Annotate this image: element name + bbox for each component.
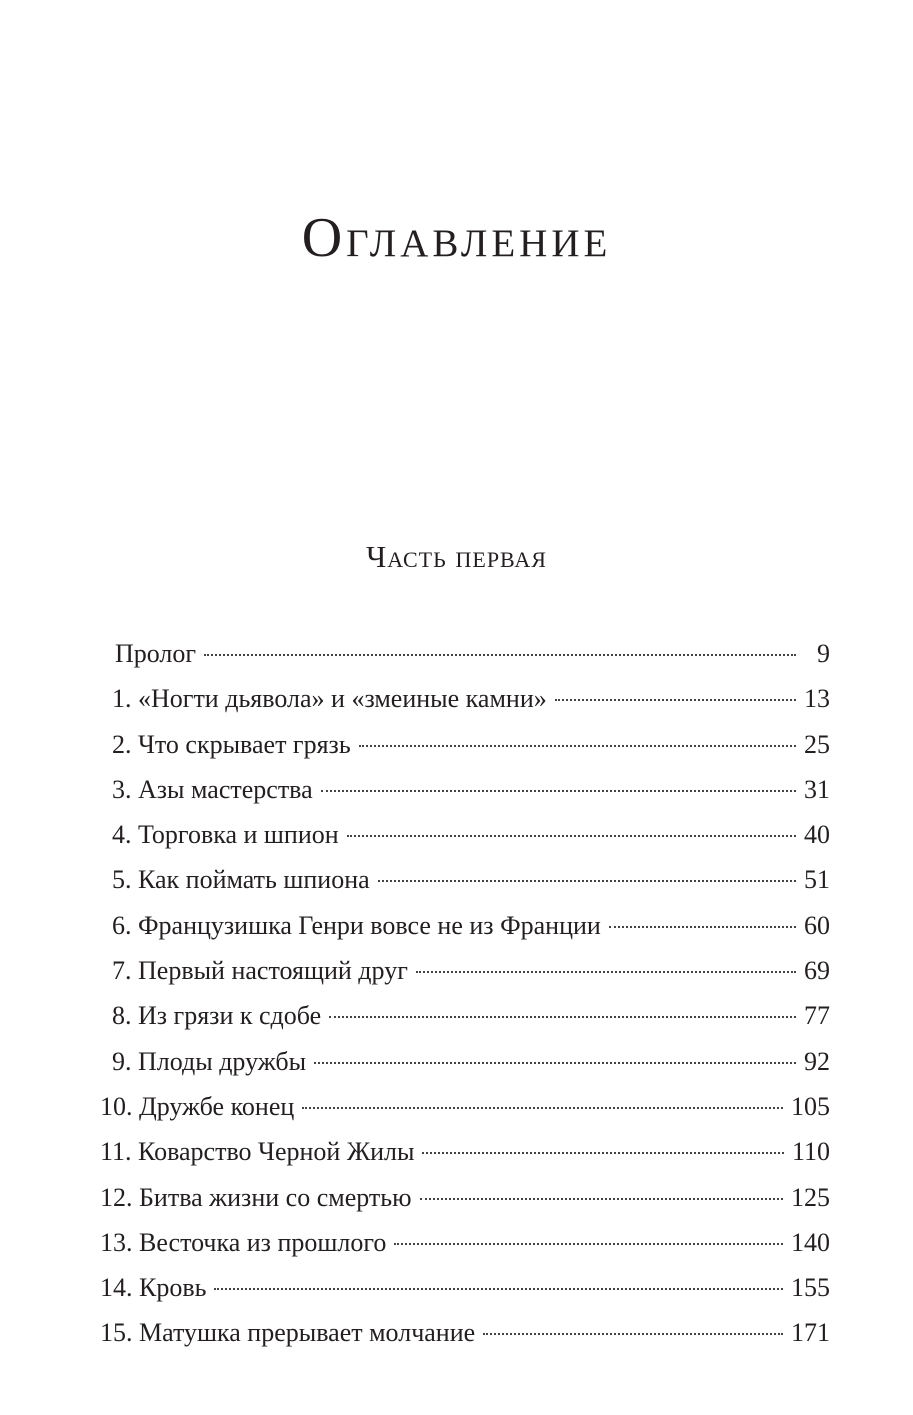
toc-entry-page: 25 [804,729,830,759]
toc-entry[interactable] [100,903,830,948]
toc-entry-label: 1. «Ногти дьявола» и «змеиные камни» [112,684,547,714]
toc-entry-label: 5. Как поймать шпиона [112,865,370,895]
toc-entry-label: 11. Коварство Черной Жилы [100,1137,415,1167]
toc-entry-page: 92 [804,1046,830,1076]
toc-leader-dots [420,1197,783,1200]
toc-leader-dots [416,970,796,973]
toc-entry-page: 31 [804,774,830,804]
toc-entry-label: 14. Кровь [100,1273,207,1303]
toc-entry-page: 69 [804,956,830,986]
toc-entry[interactable] [100,722,830,767]
toc-leader-dots [394,1242,783,1245]
toc-entry[interactable] [100,1175,830,1220]
toc-entry-label: 9. Плоды дружбы [112,1046,307,1076]
toc-entry-page: 51 [804,865,830,895]
toc-entry-label: 2. Что скрывает грязь [112,729,351,759]
toc-entry-page: 60 [804,910,830,940]
toc-entry-label: 7. Первый настоящий друг [112,956,408,986]
toc-entry-page: 140 [791,1227,830,1257]
toc-entry[interactable] [100,1220,830,1265]
toc-entry[interactable] [100,1084,830,1129]
toc-entry-label: 3. Азы мастерства [112,774,313,804]
toc-entry[interactable] [100,812,830,857]
toc-leader-dots [347,834,796,837]
toc-entry-label: 6. Французишка Генри вовсе не из Франции [112,910,601,940]
toc-leader-dots [609,925,796,928]
toc-leader-dots [204,653,796,656]
toc-entry-label: 4. Торговка и шпион [112,820,339,850]
toc-leader-dots [378,879,796,882]
page-title: Оглавление [301,207,612,269]
toc-entry-page: 77 [804,1001,830,1031]
toc-leader-dots [555,698,796,701]
toc-entry[interactable] [100,1129,830,1174]
toc-leader-dots [214,1287,783,1290]
toc-entry-page: 40 [804,820,830,850]
toc-entry[interactable] [100,767,830,812]
toc-entry-page: 155 [791,1273,830,1303]
toc-entry-label: 12. Битва жизни со смертью [100,1182,412,1212]
toc-entry-label: 8. Из грязи к сдобе [112,1001,322,1031]
toc-entry[interactable] [100,1039,830,1084]
toc-leader-dots [422,1151,783,1154]
table-of-contents [100,631,830,1356]
toc-leader-dots [483,1332,783,1335]
toc-leader-dots [359,744,796,747]
toc-entry-label: 10. Дружбе конец [100,1091,295,1121]
toc-entry-label: Пролог [115,639,197,668]
toc-entry-page: 9 [817,639,830,668]
toc-entry[interactable] [100,1310,830,1355]
toc-entry[interactable] [100,631,830,676]
toc-entry[interactable] [100,857,830,902]
toc-entry[interactable] [100,948,830,993]
toc-entry-page: 110 [791,1137,830,1167]
toc-entry[interactable] [100,676,830,721]
toc-entry-label: 15. Матушка прерывает молчание [100,1318,476,1348]
toc-entry-page: 13 [804,684,830,714]
toc-entry-page: 171 [791,1318,830,1348]
toc-leader-dots [321,789,796,792]
toc-entry-page: 105 [791,1091,830,1121]
toc-leader-dots [314,1061,796,1064]
toc-entry[interactable] [100,1265,830,1310]
part-title: Часть первая [366,539,547,574]
toc-leader-dots [302,1106,783,1109]
toc-entry-page: 125 [791,1182,830,1212]
toc-entry[interactable] [100,993,830,1038]
toc-entry-label: 13. Весточка из прошлого [100,1227,387,1257]
toc-leader-dots [329,1015,796,1018]
